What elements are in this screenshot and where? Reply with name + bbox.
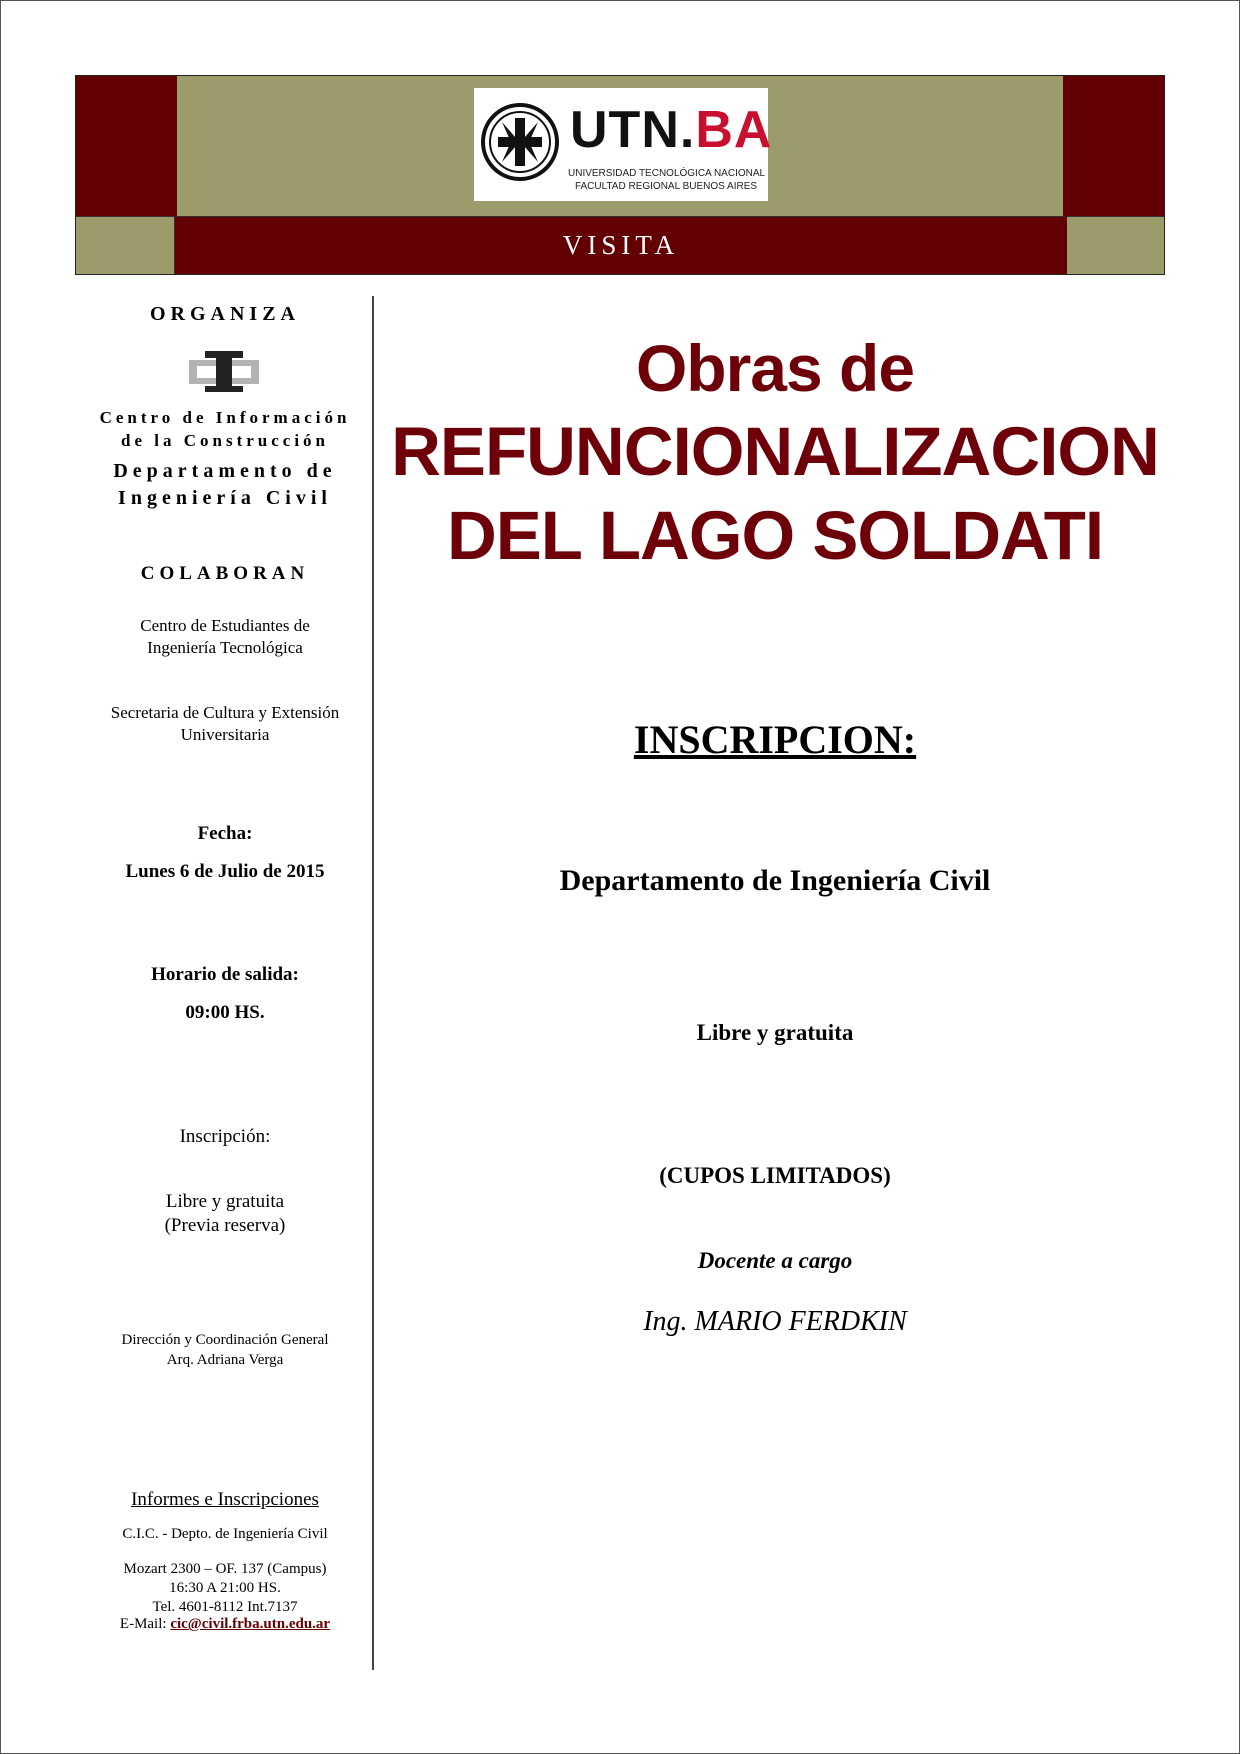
organiza-heading: ORGANIZA	[149, 303, 300, 325]
department-name: Departamento de Ingeniería Civil	[559, 864, 991, 897]
phone-line: Tel. 4601-8112 Int.7137	[152, 1599, 298, 1615]
header-block-bottom-left	[76, 216, 175, 274]
collaborator-1-line2: Ingeniería Tecnológica	[147, 638, 303, 657]
logo-subtitle-1: UNIVERSIDAD TECNOLÓGICA NACIONAL	[568, 168, 766, 179]
libre-gratuita: Libre y gratuita	[696, 1020, 854, 1045]
column-divider	[372, 296, 374, 1670]
address-line2: 16:30 A 21:00 HS.	[169, 1580, 281, 1596]
horario-value: 09:00 HS.	[185, 1002, 265, 1023]
direccion-line1: Dirección y Coordinación General	[121, 1332, 329, 1348]
address-line1: Mozart 2300 – OF. 137 (Campus)	[123, 1561, 327, 1577]
cic-logo-icon	[187, 348, 261, 394]
email-row	[80, 1616, 370, 1633]
inscripcion-heading	[390, 716, 1160, 763]
title-line2: REFUNCIONALIZACION	[391, 413, 1159, 490]
email-link[interactable]: cic@civil.frba.utn.edu.ar	[170, 1616, 331, 1632]
informes-title: Informes e Inscripciones	[131, 1489, 319, 1510]
collaborator-1-line1: Centro de Estudiantes de	[140, 616, 310, 635]
utn-wordmark: UTN.BA	[570, 101, 773, 159]
logo-subtitle-2: FACULTAD REGIONAL BUENOS AIRES	[574, 181, 758, 192]
inscripcion-value-line2: (Previa reserva)	[164, 1215, 286, 1236]
email-label: E-Mail:	[119, 1616, 167, 1632]
header-banner	[75, 75, 1165, 275]
header-block-top-right	[1063, 76, 1164, 216]
header-block-bottom-right	[1065, 216, 1164, 274]
organizer-line1: Centro de Información	[99, 408, 351, 427]
horario-label: Horario de salida:	[151, 964, 299, 985]
docente-name: Ing. MARIO FERDKIN	[643, 1306, 907, 1337]
informes-line1: C.I.C. - Depto. de Ingeniería Civil	[122, 1526, 328, 1542]
title-line3: DEL LAGO SOLDATI	[446, 497, 1104, 574]
direccion	[80, 1330, 370, 1370]
docente-label: Docente a cargo	[697, 1248, 853, 1273]
banner-label: VISITA	[562, 230, 680, 260]
direccion-line2: Arq. Adriana Verga	[166, 1352, 284, 1368]
cupos-limitados: (CUPOS LIMITADOS)	[659, 1163, 891, 1188]
organizer-line2: de la Construcción	[121, 431, 329, 450]
collaborator-2-line2: Universitaria	[180, 725, 270, 744]
department-line1: Departamento de	[113, 460, 337, 482]
title-line1: Obras de	[635, 331, 915, 405]
collaborator-1	[80, 615, 370, 659]
fecha-value: Lunes 6 de Julio de 2015	[125, 861, 325, 882]
collaborator-2-line1: Secretaria de Cultura y Extensión	[110, 703, 340, 722]
utn-logo	[474, 88, 773, 201]
collaborator-2	[80, 702, 370, 746]
inscripcion-heading-text: INSCRIPCION:	[633, 717, 917, 762]
department-line2: Ingeniería Civil	[118, 487, 332, 509]
utn-emblem-icon	[480, 102, 560, 182]
fecha-label: Fecha:	[197, 823, 253, 844]
address-block	[80, 1560, 370, 1617]
colaboran-heading: COLABORAN	[140, 563, 310, 584]
inscripcion-value	[80, 1190, 370, 1238]
inscripcion-label: Inscripción:	[179, 1126, 271, 1147]
header-block-top-left	[76, 76, 177, 216]
inscripcion-value-line1: Libre y gratuita	[165, 1191, 285, 1212]
